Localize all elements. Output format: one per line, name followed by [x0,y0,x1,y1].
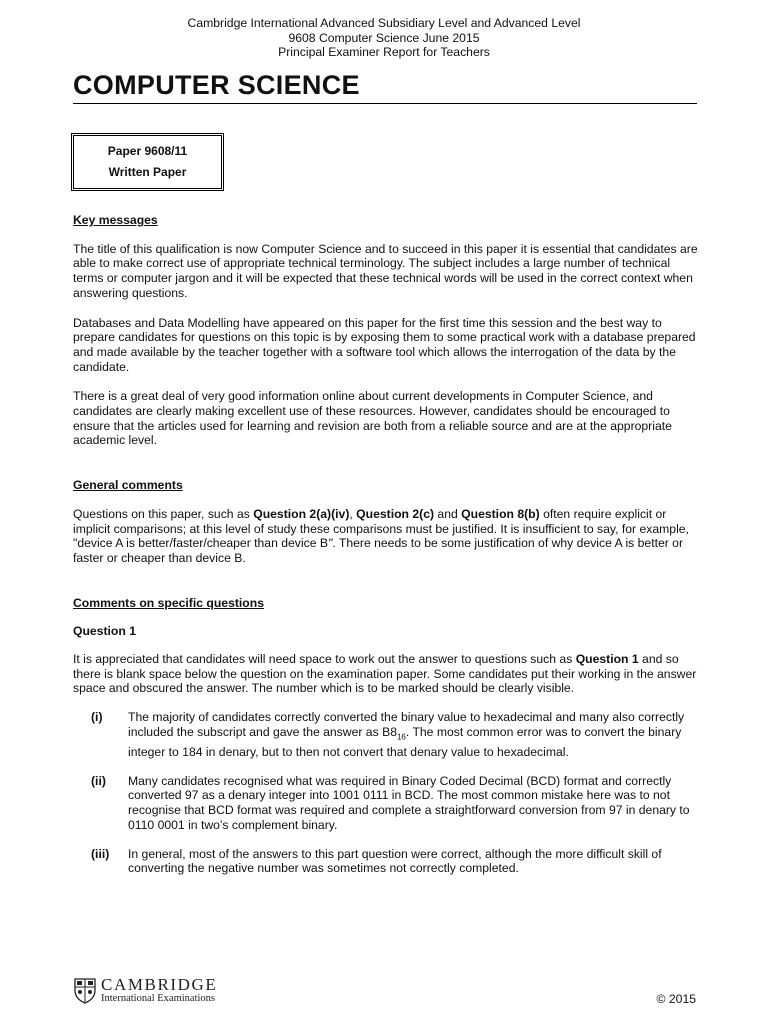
key-messages-heading: Key messages [73,213,158,227]
answer-part-iii [73,847,701,876]
question-ref-2c: Question 2(c) [356,506,435,521]
specific-comments-heading: Comments on specific questions [73,595,264,610]
header-line-1: Cambridge International Advanced Subsidiary Level and Advanced Level [187,16,581,30]
paper-info-box [71,133,224,191]
part-label: (i) [91,710,103,725]
part-text [128,710,701,760]
general-quote-mark: " [328,536,333,551]
intro-question-ref: Question 1 [575,652,639,667]
answer-part-ii [73,774,701,833]
title-underline [73,103,697,104]
general-text-start: Questions on this paper, such as [73,506,254,521]
intro-text-start: It is appreciated that candidates will need space to work out the answer to questions such as [73,652,576,667]
logo-name: CAMBRIDGE [101,975,218,994]
part-label: (iii) [91,846,110,861]
question-1-intro [73,652,701,696]
general-separator-1: , [349,506,357,521]
general-comments-heading: General comments [73,478,183,493]
part-text: In general, most of the answers to this part question were correct, although the more difficult skill of converting the negative number was sometimes not correctly completed. [128,846,662,876]
intro-text-end: and so there is blank space below the question on the examination paper. Some candidates put their working in the answer space and obscured the answer. The number which is to be marked should be clearly visible. [73,652,697,696]
crest-icon [74,978,96,1004]
part-text-a: The majority of candidates correctly converted the binary value to hexadecimal and many also correctly included the subscript and gave the answer as B8 [128,710,685,739]
subscript-16: 16 [396,732,406,742]
question-1-heading: Question 1 [73,624,136,639]
header-line-3: Principal Examiner Report for Teachers [278,45,490,59]
key-messages-paragraph-3: There is a great deal of very good information online about current developments in Computer Science, and candidates are clearly making excellent use of these resources. However, candidates should be encouraged to ensure that the articles used for learning and revision are both from a reliable source and are at the appropriate academic level. [73,389,672,448]
answer-part-i [73,710,701,760]
report-body [73,213,701,876]
general-comments-paragraph [73,507,701,566]
header-line-2: 9608 Computer Science June 2015 [288,30,480,45]
cambridge-logo [74,976,217,1005]
key-messages-paragraph-2: Databases and Data Modelling have appeared on this paper for the first time this session and the best way to prepare candidates for questions on this topic is by exposing them to some practical work with a database prepared and made available by the teacher together with a software tool which allows the interrogation of the data by the candidate. [73,315,696,374]
question-ref-8b: Question 8(b) [461,506,540,521]
paper-type: Written Paper [108,165,187,179]
part-text-b: . The most common error was to convert the binary integer to 184 in denary, but to then not convert that denary value to hexadecimal. [128,724,682,760]
part-label: (ii) [91,773,106,788]
page-title: COMPUTER SCIENCE [73,70,360,100]
general-separator-2: and [434,506,462,521]
part-text: Many candidates recognised what was required in Binary Coded Decimal (BCD) format and correctly converted 97 as a denary integer into 1001 0111 in BCD. The most common mistake here was to not recognise that BCD format was required and complete a straightforward conversion from 97 in denary to 0110 0001 in two’s complement binary. [128,773,690,832]
logo-subtitle: International Examinations [101,993,216,1004]
general-text-mid: often require explicit or implicit comparisons; at this level of study these comparisons must be justified. It is insufficient to say, for example, "device A is better/faster/cheaper than device B [73,506,689,551]
question-ref-2aiv: Question 2(a)(iv) [253,506,350,521]
key-messages-paragraph-1: The title of this qualification is now Computer Science and to succeed in this paper it is essential that candidates are able to make correct use of appropriate technical terminology. The subject includes a large number of technical terms or computer jargon and it will be expected that these technical words will be used in the correct context when answering questions. [73,241,698,300]
report-header [0,16,768,60]
paper-code: Paper 9608/11 [107,144,188,158]
copyright-notice: © 2015 [656,992,696,1006]
general-text-end: . There needs to be some justification of why device A is better or faster or cheaper than device B. [73,536,684,565]
